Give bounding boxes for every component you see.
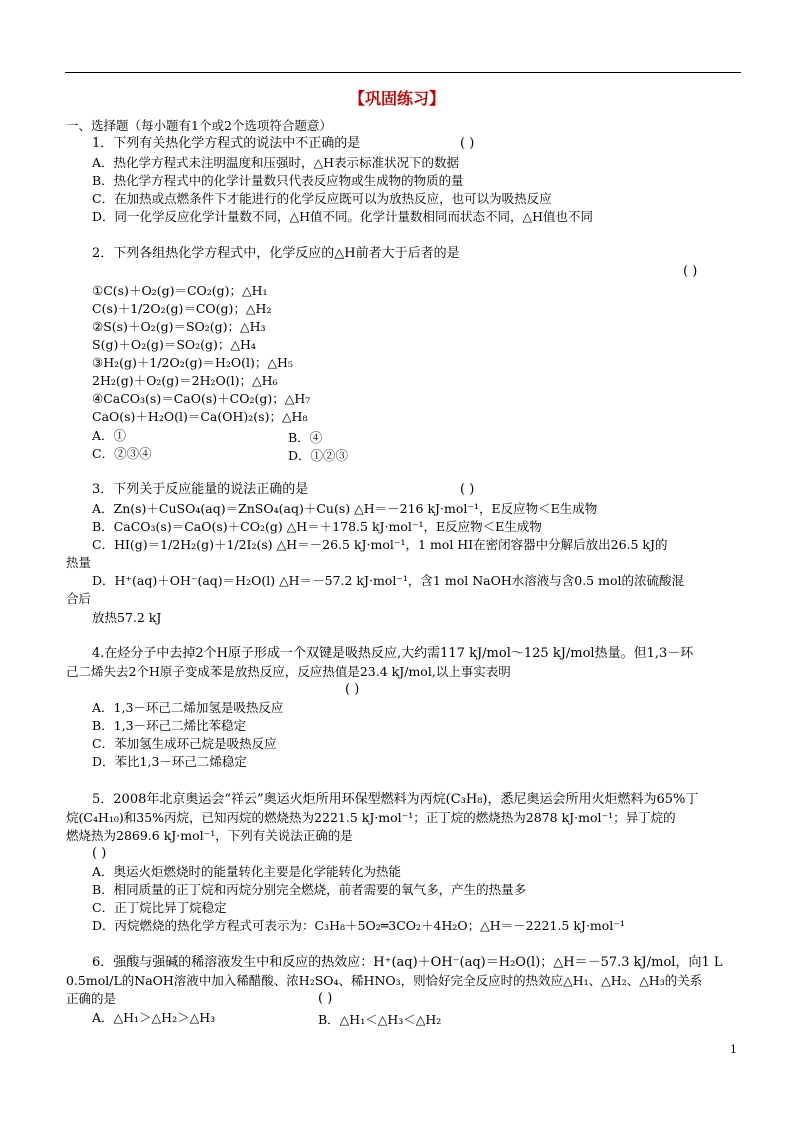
q3-option-c-line2: 热量 bbox=[66, 555, 92, 570]
page-title: 【巩固练习】 bbox=[348, 89, 445, 108]
q6-stem-line3: 正确的是 bbox=[66, 991, 117, 1006]
q1-option-b: B．热化学方程式中的化学计量数只代表反应物或生成物的物质的量 bbox=[92, 173, 464, 188]
q2-answer-blank: ( ) bbox=[683, 264, 698, 279]
q4-option-d: D．苯比1,3－环己二烯稳定 bbox=[92, 754, 247, 769]
q5-answer-blank: ( ) bbox=[92, 846, 107, 861]
q5-option-c: C．正丁烷比异丁烷稳定 bbox=[92, 900, 227, 915]
q4-stem-line2: 己二烯失去2个H原子变成苯是放热反应，反应热值是23.4 kJ/mol,以上事实表明 bbox=[66, 664, 511, 679]
q2-stem: 2．下列各组热化学方程式中，化学反应的△H前者大于后者的是 bbox=[92, 246, 460, 261]
q3-option-d-line2: 合后 bbox=[66, 591, 92, 606]
q3-option-d-line3: 放热57.2 kJ bbox=[92, 610, 162, 625]
q1-option-d: D．同一化学反应化学计量数不同，△H值不同。化学计量数相同而状态不同，△H值也不同 bbox=[92, 209, 594, 224]
q5-stem-line2: 烷(C₄H₁₀)和35%丙烷，已知丙烷的燃烧热为2221.5 kJ·mol⁻¹；正丁烷的燃烧热为2878 kJ·mol⁻¹；异丁烷的 bbox=[66, 810, 676, 825]
q2-equation-6: 2H₂(g)＋O₂(g)＝2H₂O(l)；△H₆ bbox=[92, 373, 278, 388]
q2-option-d: D．①②③ bbox=[288, 448, 349, 463]
q1-answer-blank: ( ) bbox=[460, 136, 475, 151]
q3-option-a: A．Zn(s)＋CuSO₄(aq)＝ZnSO₄(aq)＋Cu(s) △H＝－216 kJ·mol⁻¹，E反应物＜E生成物 bbox=[92, 501, 598, 516]
q3-stem: 3．下列关于反应能量的说法正确的是 bbox=[92, 482, 309, 497]
q2-equation-3: ②S(s)＋O₂(g)＝SO₂(g)；△H₃ bbox=[92, 319, 266, 334]
q2-option-b: B．④ bbox=[288, 430, 323, 445]
header-rule bbox=[65, 72, 741, 73]
q6-option-b: B．△H₁＜△H₃＜△H₂ bbox=[318, 1012, 442, 1027]
q2-equation-2: C(s)＋1/2O₂(g)＝CO(g)；△H₂ bbox=[92, 301, 272, 316]
q3-option-c-line1: C．HI(g)＝1/2H₂(g)＋1/2I₂(s) △H＝－26.5 kJ·mol⁻¹，1 mol HI在密闭容器中分解后放出26.5 kJ的 bbox=[92, 537, 668, 552]
q2-equation-7: ④CaCO₃(s)＝CaO(s)＋CO₂(g)；△H₇ bbox=[92, 391, 311, 406]
q3-answer-blank: ( ) bbox=[460, 482, 475, 497]
q4-option-b: B．1,3－环己二烯比苯稳定 bbox=[92, 718, 247, 733]
q1-option-a: A．热化学方程式未注明温度和压强时，△H表示标准状况下的数据 bbox=[92, 155, 460, 170]
q2-option-a: A．① bbox=[92, 428, 127, 443]
q2-equation-5: ③H₂(g)＋1/2O₂(g)＝H₂O(l)；△H₅ bbox=[92, 355, 293, 370]
q6-stem-line1: 6．强酸与强碱的稀溶液发生中和反应的热效应：H⁺(aq)＋OH⁻(aq)＝H₂O(l)；△H＝－57.3 kJ/mol，向1 L bbox=[92, 955, 723, 970]
q5-stem-line3: 燃烧热为2869.6 kJ·mol⁻¹，下列有关说法正确的是 bbox=[66, 828, 353, 843]
q6-answer-blank: ( ) bbox=[318, 991, 333, 1006]
section-heading: 一、选择题（每小题有1个或2个选项符合题意） bbox=[66, 118, 332, 133]
q2-option-c: C．②③④ bbox=[92, 446, 152, 461]
q5-option-b: B．相同质量的正丁烷和丙烷分别完全燃烧，前者需要的氧气多，产生的热量多 bbox=[92, 882, 527, 897]
q1-stem: 1．下列有关热化学方程式的说法中不正确的是 bbox=[92, 136, 361, 151]
q4-option-c: C．苯加氢生成环己烷是吸热反应 bbox=[92, 736, 277, 751]
q4-stem-line1: 4.在烃分子中去掉2个H原子形成一个双键是吸热反应,大约需117 kJ/mol～125 kJ/mol热量。但1,3－环 bbox=[92, 646, 694, 661]
q5-option-a: A．奥运火炬燃烧时的能量转化主要是化学能转化为热能 bbox=[92, 864, 402, 879]
q5-option-d: D．丙烷燃烧的热化学方程式可表示为：C₃H₈＋5O₂═3CO₂＋4H₂O；△H＝－2221.5 kJ·mol⁻¹ bbox=[92, 918, 625, 933]
q4-answer-blank: ( ) bbox=[345, 682, 360, 697]
q2-equation-8: CaO(s)＋H₂O(l)＝Ca(OH)₂(s)；△H₈ bbox=[92, 409, 308, 424]
q6-option-a: A．△H₁＞△H₂＞△H₃ bbox=[92, 1010, 216, 1025]
page-number: 1 bbox=[730, 1043, 737, 1056]
q6-stem-line2: 0.5mol/L的NaOH溶液中加入稀醋酸、浓H₂SO₄、稀HNO₃，则恰好完全反应时的热效应△H₁、△H₂、△H₃的关系 bbox=[66, 973, 703, 988]
q1-option-c: C．在加热或点燃条件下才能进行的化学反应既可以为放热反应，也可以为吸热反应 bbox=[92, 191, 552, 206]
q3-option-d-line1: D．H⁺(aq)＋OH⁻(aq)＝H₂O(l) △H＝－57.2 kJ·mol⁻¹，含1 mol NaOH水溶液与含0.5 mol的浓硫酸混 bbox=[92, 573, 684, 588]
q4-option-a: A．1,3－环己二烯加氢是吸热反应 bbox=[92, 700, 284, 715]
q2-equation-4: S(g)＋O₂(g)＝SO₂(g)；△H₄ bbox=[92, 337, 256, 352]
q5-stem-line1: 5．2008年北京奥运会“祥云”奥运火炬所用环保型燃料为丙烷(C₃H₈)，悉尼奥运会所用火炬燃料为65%丁 bbox=[92, 792, 699, 807]
q2-equation-1: ①C(s)＋O₂(g)＝CO₂(g)；△H₁ bbox=[92, 283, 268, 298]
q3-option-b: B．CaCO₃(s)＝CaO(s)＋CO₂(g) △H＝＋178.5 kJ·mol⁻¹，E反应物＜E生成物 bbox=[92, 519, 542, 534]
